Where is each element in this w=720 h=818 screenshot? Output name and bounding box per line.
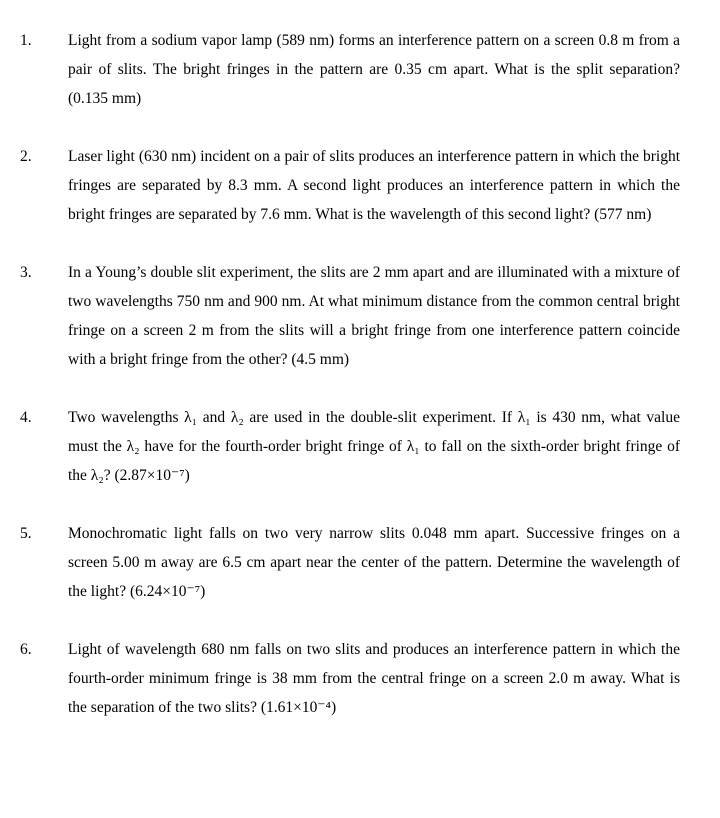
problem-text: In a Young’s double slit experiment, the slits are 2 mm apart and are illuminated with a mixture of two wavelengths 750 nm and 900 nm. At what minimum distance from the common central bright fringe on a screen 2 m from the slits will a bright fringe from one interference pattern coincide with a bright fringe from the other? (4.5 mm) [68,264,680,368]
problem-4 [18,403,680,490]
problem-number: 4. [20,409,32,426]
problem-text: Laser light (630 nm) incident on a pair of slits produces an interference pattern in which the bright fringes are separated by 8.3 mm. A second light produces an interference pattern in which the bright fringes are separated by 7.6 mm. What is the wavelength of this second light? (577 nm) [68,148,680,223]
problem-1 [18,26,680,113]
problem-5 [18,519,680,606]
problem-number: 1. [20,32,32,49]
problem-number: 3. [20,264,32,281]
problem-3 [18,258,680,374]
problem-number: 5. [20,525,32,542]
problem-number: 6. [20,641,32,658]
problem-2 [18,142,680,229]
problem-6 [18,635,680,722]
problem-text: Monochromatic light falls on two very narrow slits 0.048 mm apart. Successive fringes on a screen 5.00 m away are 6.5 cm apart near the center of the pattern. Determine the wavelength of the light? (6.24×10⁻⁷) [68,525,680,600]
problem-number: 2. [20,148,32,165]
problem-text: Light of wavelength 680 nm falls on two slits and produces an interference pattern in which the fourth-order minimum fringe is 38 mm from the central fringe on a screen 2.0 m away. What is the separation of the two slits? (1.61×10⁻⁴) [68,641,680,716]
problem-text: Light from a sodium vapor lamp (589 nm) forms an interference pattern on a screen 0.8 m from a pair of slits. The bright fringes in the pattern are 0.35 cm apart. What is the split separation? (0.135 mm) [68,32,680,107]
problem-text: Two wavelengths λ₁ and λ₂ are used in the double-slit experiment. If λ₁ is 430 nm, what value must the λ₂ have for the fourth-order bright fringe of λ₁ to fall on the sixth-order bright fringe of the λ₂? (2.87×10⁻⁷) [68,409,680,484]
